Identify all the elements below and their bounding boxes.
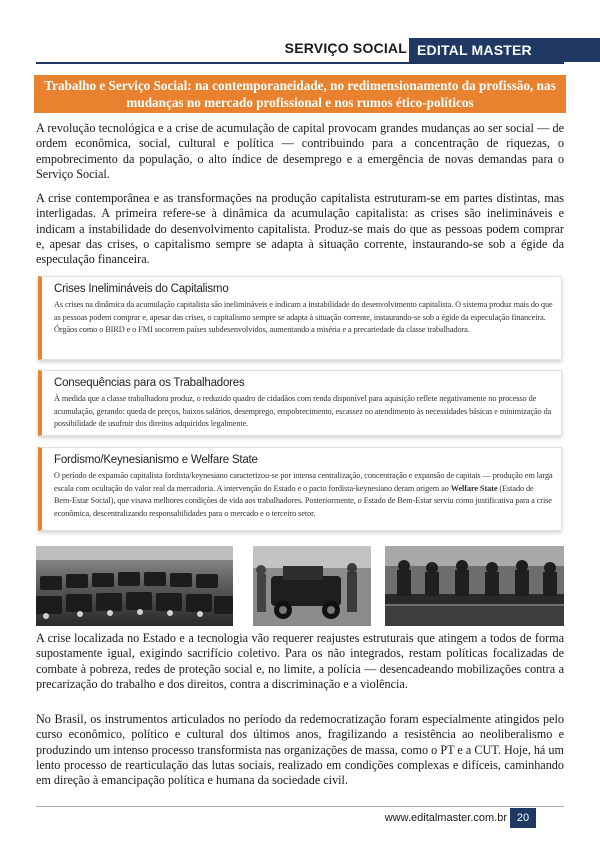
paragraph-1: A revolução tecnológica e a crise de acumulação de capital provocam grandes mudanças ao ser social — de ordem econômica, social, cultural e política — contribuindo para a concentração de riquezas, o empobrecimento da população, o alto índice de desemprego e a emergência de novas demandas para o Serviço Social.: [36, 121, 564, 181]
card-crises: [38, 276, 562, 360]
header-subject: SERVIÇO SOCIAL: [284, 40, 407, 56]
card-text-before: O período de expansão capitalista fordista/keynesiano caracterizou-se por intensa centralização, concentração e expansão de capitais — produção em larga escala com ocultação do valor real da mercadoria. A intervenção do Estado e o pacto fordista-keynesiano deram origem ao: [54, 471, 553, 493]
card-text: [54, 470, 553, 520]
card-heading: Consequências para os Trabalhadores: [54, 377, 245, 389]
paragraph-2: A crise contemporânea e as transformações na produção capitalista estruturam-se em partes distintas, mas interligadas. A primeira refere-se à dinâmica da acumulação capitalista: as crises são ineliminávеis e indicam a instabilidade do desenvolvimento capitalista. Produz-se mais do que as pessoas podem comprar e, apesar das crises, o capitalismo sempre se adapta à situação corrente, instaurando-se sob a égide da especulação financeira.: [36, 191, 564, 267]
header-divider: [36, 62, 564, 64]
photo-factory-workers: [385, 546, 564, 626]
section-title: Trabalho e Serviço Social: na contemporaneidade, no redimensionamento da profissão, nas mudanças no mercado profissional e nos rumos ético-políticos: [34, 75, 566, 113]
card-heading: Fordismo/Keynesianismo e Welfare State: [54, 454, 258, 466]
card-text: À medida que a classe trabalhadora produz, o reduzido quadro de cidadãos com renda disponível para aquisição reflete negativamente no processo de acumulação, gerando: queda de preços, baixos salários, desemprego, empobrecimento, escassez no atendimento às necessidades básicas e minimização da possibilidade de usufruir dos direitos adquiridos legalmente.: [54, 394, 552, 428]
card-fordismo: [38, 447, 562, 531]
header-brand: EDITAL MASTER: [409, 38, 600, 62]
card-text-after: (Estado de Bem-Estar Social), que visava melhores condições de vida aos trabalhadores. Posteriormente, o Estado de Bem-Estar serviu como justificativa para a crise econômica, descentralizando responsabilidades para o mercado e o terceiro setor.: [54, 483, 552, 518]
photo-workers-car: [253, 546, 371, 626]
card-text: As crises na dinâmica da acumulação capitalista são inelimináveis e indicam a instabilidade do desenvolvimento capitalista. O sistema produz mais do que as pessoas podem comprar e, apesar das crises, o capitalismo sempre se adapta à situação corrente, instaurando-se sob a égide da especulação financeira. Órgãos como o BIRD e o FMI socorrem países subdesenvolvidos, aumentando a miséria e a precariedade da classe trabalhadora.: [54, 300, 553, 334]
paragraph-4: No Brasil, os instrumentos articulados no período da redemocratização foram especialmente atingidos pelo curso econômico, político e cultural dos últimos anos, fragilizando a resistência ao neoliberalismo e produzindo um intenso processo transformista nas organizações de massa, como o PT e a CUT. Hoje, há um lento processo de rearticulação das lutas sociais, realizado em condições complexas e difíceis, caminhando em direção à emancipação política e humana da sociedade civil.: [36, 712, 564, 788]
footer-divider: [36, 806, 564, 807]
page-number: 20: [510, 808, 536, 828]
card-heading: Crises Inelimináveis do Capitalismo: [54, 283, 229, 295]
card-consequencias: [38, 370, 562, 436]
photo-assembly-cars: [36, 546, 233, 626]
paragraph-3: A crise localizada no Estado e a tecnologia vão requerer reajustes estruturais que atingem a todos de forma supostamente igual, exigindo sacrifício coletivo. Para os não integrados, restam políticas focalizadas de combate à pobreza, redes de proteção social e, no limite, a polícia — desencadeando mobilizações contra a precarização do trabalho e dos direitos, contra a discriminação e a violência.: [36, 631, 564, 691]
footer-url-link[interactable]: www.editalmaster.com.br: [384, 812, 507, 824]
page-header: [0, 38, 600, 62]
welfare-state-term: Welfare State: [450, 483, 498, 493]
